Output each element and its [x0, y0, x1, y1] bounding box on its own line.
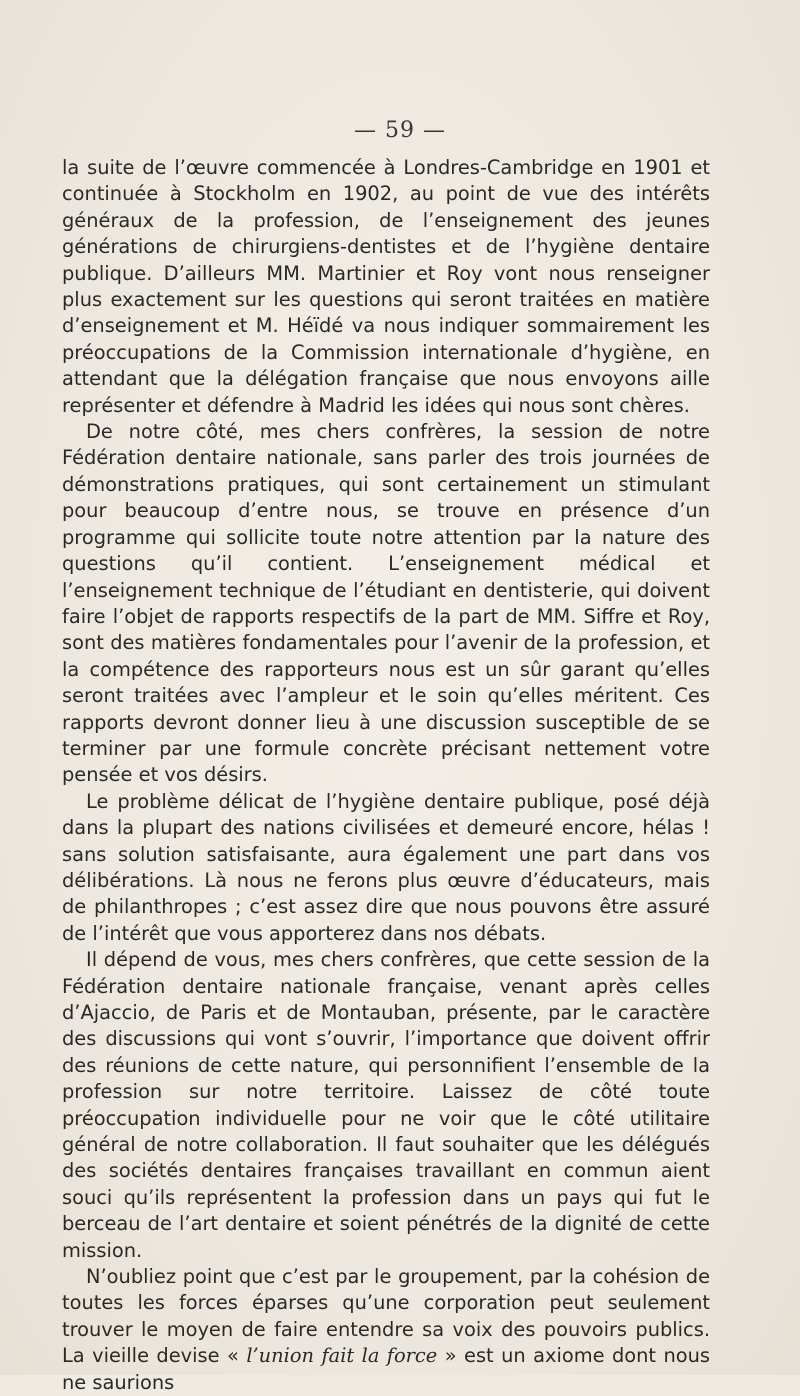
paragraph-4: Il dépend de vous, mes chers confrères, que cette session de la Fédération dentaire nationale française, venant après celles d’Ajaccio, de Paris et de Montauban, présente, par le caractère des discussions qui vont s’ouvrir, l’importance que doivent offrir des réunions de cette nature, qui personnifient l’ensemble de la profession sur notre territoire. Laissez de côté toute préoccupation individuelle pour ne voir que le côté utilitaire général de notre collaboration. Il faut souhaiter que les délégués des sociétés dentaires françaises travaillant en commun aient souci qu’ils représentent la profession dans un pays qui fut le berceau de l’art dentaire et soient pénétrés de la dignité de cette mission.: [62, 948, 710, 1262]
paragraph-5-text-before: N’oubliez point que c’est par le groupement, par la cohésion de toutes les forces éparses qu’une corporation peut seulement trouver le moyen de faire entendre sa voix des pouvoirs publics. La vieille devise «: [62, 1265, 710, 1368]
page-number: — 59 —: [354, 118, 446, 143]
body-text: [62, 155, 710, 1396]
paragraph-5: [62, 1264, 710, 1396]
motto-quote: l’union fait la force: [246, 1344, 438, 1368]
paragraph-2: De notre côté, mes chers confrères, la session de notre Fédération dentaire nationale, sans parler des trois journées de démonstrations pratiques, qui sont certainement un stimulant pour beaucoup d’entre nous, se trouve en présence d’un programme qui sollicite toute notre attention par la nature des questions qu’il contient. L’enseignement médical et l’enseignement technique de l’étudiant en dentisterie, qui doivent faire l’objet de rapports respectifs de la part de MM. Siffre et Roy, sont des matières fondamentales pour l’avenir de la profession, et la compétence des rapporteurs nous est un sûr garant qu’elles seront traitées avec l’ampleur et le soin qu’elles méritent. Ces rapports devront donner lieu à une discussion susceptible de se terminer par une formule concrète précisant nettement votre pensée et vos désirs.: [62, 420, 710, 787]
paragraph-1: la suite de l’œuvre commencée à Londres-Cambridge en 1901 et continuée à Stockholm en 1902, au point de vue des intérêts généraux de la profession, de l’enseignement des jeunes générations de chirurgiens-dentistes et de l’hygiène dentaire publique. D’ailleurs MM. Martinier et Roy vont nous renseigner plus exactement sur les questions qui seront traitées en matière d’enseignement et M. Héïdé va nous indiquer sommairement les préoccupations de la Commission internationale d’hygiène, en attendant que la délégation française que nous envoyons aille représenter et défendre à Madrid les idées qui nous sont chères.: [62, 156, 710, 417]
paragraph-5-text-after: » est un axiome dont nous ne saurions: [62, 1344, 710, 1394]
paragraph-3: Le problème délicat de l’hygiène dentaire publique, posé déjà dans la plupart des nations civilisées et demeuré encore, hélas ! sans solution satisfaisante, aura également une part dans vos délibérations. Là nous ne ferons plus œuvre d’éducateurs, mais de philanthropes ; c’est assez dire que nous pouvons être assuré de l’intérêt que vous apporterez dans nos débats.: [62, 789, 710, 945]
